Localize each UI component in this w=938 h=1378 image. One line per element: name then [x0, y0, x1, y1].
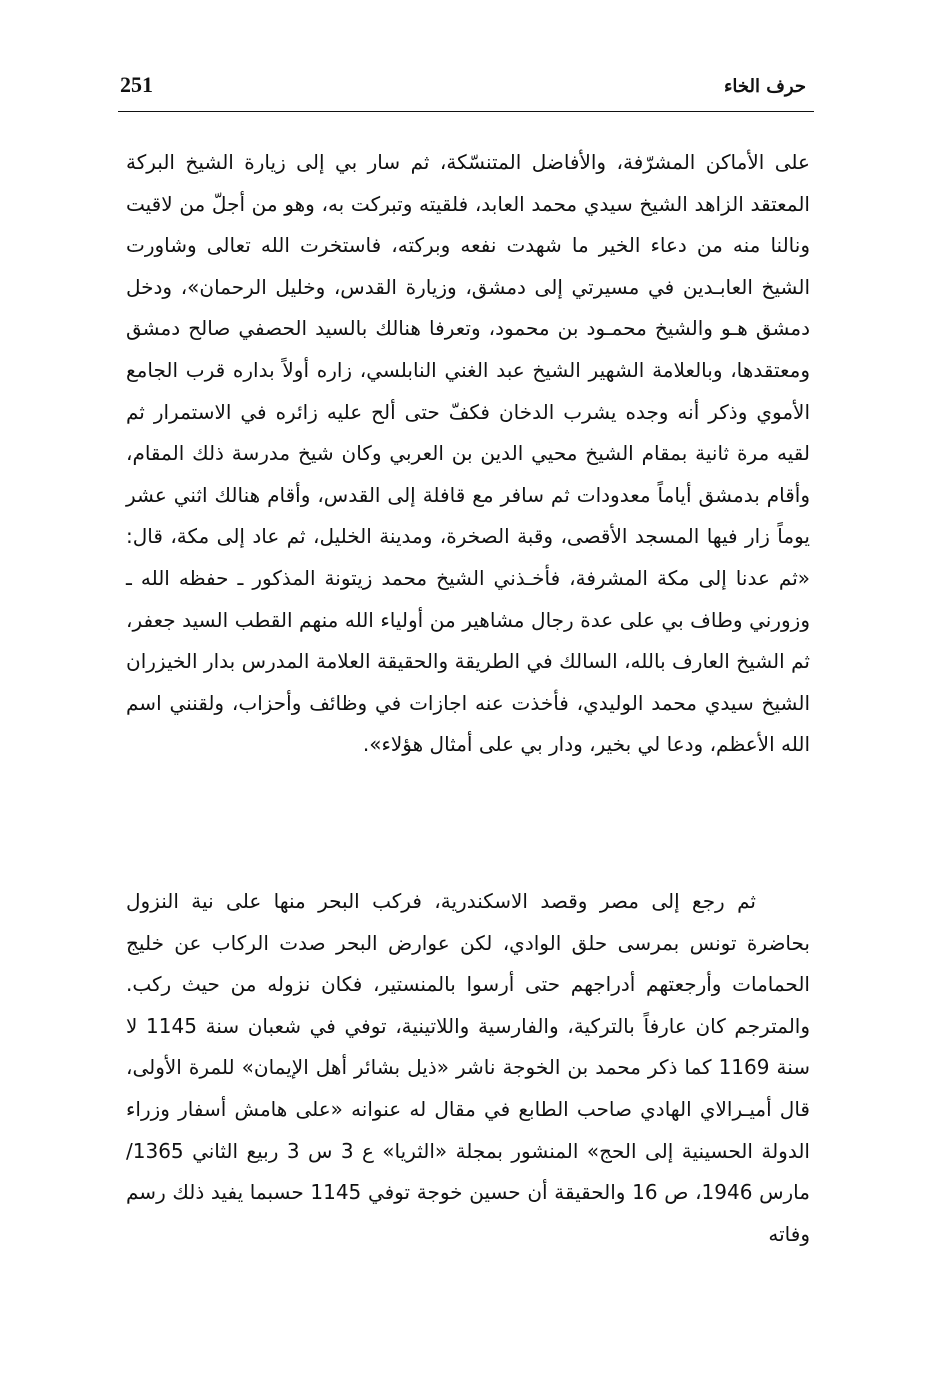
header-rule [118, 111, 814, 112]
page-number: 251 [120, 72, 153, 97]
body-paragraph-2-text: ثم رجع إلى مصر وقصد الاسكندرية، فركب البحر منها على نية النزول بحاضرة تونس بمرسى حلق الوادي، لكن عوارض البحر صدت الركاب عن خليج الحمامات وأرجعتهم أدراجهم حتى أرسوا بالمنستير، فكان نزوله من حيث ركب. والمترجم كان عارفاً بالتركية، والفارسية واللاتينية، توفي في شعبان سنة 1145 لا سنة 1169 كما ذكر محمد بن الخوجة ناشر «ذيل بشائر أهل الإيمان» للمرة الأولى، قال أميـرالاي الهادي صاحب الطابع في مقال له عنوانه «على هامش أسفار وزراء الدولة الحسينية إلى الحج» المنشور بمجلة «الثريا» ع 3 س 3 ربيع الثاني 1365/ مارس 1946، ص 16 والحقيقة أن حسين خوجة توفي 1145 حسبما يفيد ذلك رسم وفاته [126, 889, 810, 1246]
running-title: حرف الخاء [723, 76, 806, 97]
body-paragraph-2 [126, 881, 810, 1255]
body-paragraph-1: على الأماكن المشرّفة، والأفاضل المتنسّكة، ثم سار بي إلى زيارة الشيخ البركة المعتقد الزاهد الشيخ سيدي محمد العابد، فلقيته وتبركت به، وهو من أجلّ من لاقيت ونالنا منه من دعاء الخير ما شهدت نفعه وبركته، فاستخرت الله تعالى وشاورت الشيخ العابـدين في مسيرتي إلى دمشق، وزيارة القدس، وخليل الرحمان»، ودخل دمشق هـو والشيخ محمـود بن محمود، وتعرفا هنالك بالسيد الحصفي صالح دمشق ومعتقدها، وبالعلامة الشهير الشيخ عبد الغني النابلسي، زاره أولاً بداره قرب الجامع الأموي وذكر أنه وجده يشرب الدخان فكفّ حتى ألح عليه زائره في الاستمرار ثم لقيه مرة ثانية بمقام الشيخ محيي الدين بن العربي وكان شيخ مدرسة ذلك المقام، وأقام بدمشق أياماً معدودات ثم سافر مع قافلة إلى القدس، وأقام هنالك اثني عشر يوماً زار فيها المسجد الأقصى، وقبة الصخرة، ومدينة الخليل، ثم عاد إلى مكة، قال: «ثم عدنا إلى مكة المشرفة، فأخـذني الشيخ محمد زيتونة المذكور ـ حفظه الله ـ وزورني وطاف بي على عدة رجال مشاهير من أولياء الله منهم القطب السيد جعفر، ثم الشيخ العارف بالله، السالك في الطريقة والحقيقة العلامة المدرس بدار الخيزران الشيخ سيدي محمد الوليدي، فأخذت عنه اجازات في وظائف وأحزاب، ولقنني اسم الله الأعظم، ودعا لي بخير، ودار بي على أمثال هؤلاء». [126, 150, 810, 757]
